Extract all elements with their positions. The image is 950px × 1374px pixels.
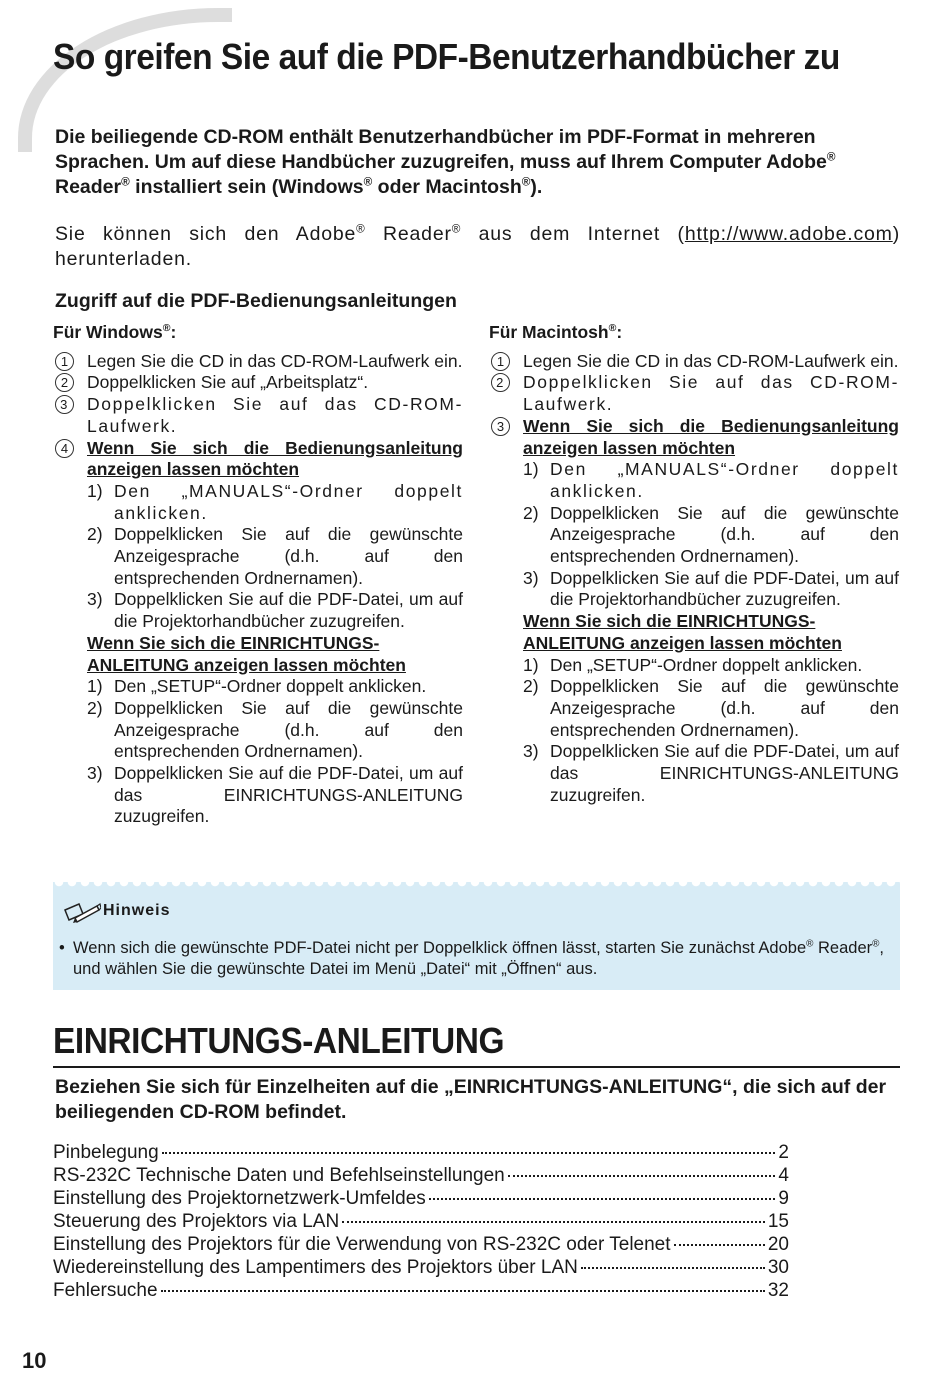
mac-manual-step-3: 3) Doppelklicken Sie auf die PDF-Datei, um auf die Projektorhandbücher zuzugreifen. — [523, 567, 899, 610]
toc-entry: Einstellung des Projektornetzwerk-Umfeldes 9 — [53, 1188, 789, 1209]
toc-entry: Wiedereinstellung des Lampentimers des Projektors über LAN 30 — [53, 1257, 789, 1278]
windows-step-3: 3 Doppelklicken Sie auf das CD-ROM-Laufwerk. — [53, 394, 463, 437]
page-number: 10 — [22, 1348, 47, 1373]
windows-heading: Für Windows®: — [53, 322, 177, 342]
windows-setup-heading: Wenn Sie sich die EINRICHTUNGS-ANLEITUNG anzeigen lassen möchten — [87, 632, 406, 675]
mac-column — [489, 322, 899, 806]
section-title: EINRICHTUNGS-ANLEITUNG — [53, 1020, 505, 1061]
toc-entry: Pinbelegung 2 — [53, 1142, 789, 1163]
section-rule — [53, 1066, 900, 1068]
toc-entry: Steuerung des Projektors via LAN 15 — [53, 1211, 789, 1232]
section-intro: Beziehen Sie sich für Einzelheiten auf die „EINRICHTUNGS-ANLEITUNG“, die sich auf der beiliegenden CD-ROM befindet. — [55, 1076, 887, 1123]
note-text: • Wenn sich die gewünschte PDF-Datei nicht per Doppelklick öffnen lässt, starten Sie zunächst Adobe® Reader®, und wählen Sie die gewünschte Datei im Menü „Datei“ mit „Öffnen“ aus. — [59, 938, 884, 978]
windows-step-1: 1 Legen Sie die CD in das CD-ROM-Laufwerk ein. — [53, 351, 463, 373]
pencil-note-icon — [61, 898, 101, 924]
toc-entry: Fehlersuche 32 — [53, 1280, 789, 1301]
windows-manual-step-1: 1) Den „MANUALS“-Ordner doppelt anklicken. — [87, 480, 463, 523]
mac-step-1: 1 Legen Sie die CD in das CD-ROM-Laufwerk ein. — [489, 351, 899, 373]
mac-step-2: 2 Doppelklicken Sie auf das CD-ROM-Laufwerk. — [489, 372, 899, 415]
windows-column — [53, 322, 463, 828]
table-of-contents — [53, 1142, 789, 1303]
mac-manual-step-2: 2) Doppelklicken Sie auf die gewünschte Anzeigesprache (d.h. auf den entsprechenden Ordnernamen). — [523, 502, 899, 567]
mac-setup-step-2: 2) Doppelklicken Sie auf die gewünschte Anzeigesprache (d.h. auf den entsprechenden Ordnernamen). — [523, 676, 899, 740]
windows-step-2: 2 Doppelklicken Sie auf „Arbeitsplatz“. — [53, 372, 463, 394]
mac-setup-step-3: 3) Doppelklicken Sie auf die PDF-Datei, um auf das EINRICHTUNGS-ANLEITUNG zuzugreifen. — [523, 741, 899, 805]
windows-manual-step-3: 3) Doppelklicken Sie auf die PDF-Datei, um auf die Projektorhandbücher zuzugreifen. — [87, 589, 463, 632]
sub-heading: Zugriff auf die PDF-Bedienungsanleitungen — [55, 290, 457, 312]
mac-heading: Für Macintosh®: — [489, 322, 623, 342]
mac-manual-step-1: 1) Den „MANUALS“-Ordner doppelt anklicken. — [523, 459, 899, 501]
adobe-link[interactable]: http://www.adobe.com — [684, 223, 893, 245]
windows-step-4: 4 Wenn Sie sich die Bedienungsanleitung anzeigen lassen möchten — [53, 438, 463, 481]
intro-text: Sie können sich den Adobe® Reader® aus dem Internet (http://www.adobe.com) herunterladen. — [55, 222, 901, 270]
toc-entry: Einstellung des Projektors für die Verwendung von RS-232C oder Telenet 20 — [53, 1234, 789, 1255]
windows-manual-step-2: 2) Doppelklicken Sie auf die gewünschte Anzeigesprache (d.h. auf den entsprechenden Ordnernamen). — [87, 524, 463, 588]
toc-entry: RS-232C Technische Daten und Befehlseinstellungen 4 — [53, 1165, 789, 1186]
mac-setup-step-1: 1) Den „SETUP“-Ordner doppelt anklicken. — [523, 654, 863, 675]
note-header — [61, 898, 170, 924]
windows-setup-step-2: 2) Doppelklicken Sie auf die gewünschte Anzeigesprache (d.h. auf den entsprechenden Ordnernamen). — [87, 697, 463, 762]
mac-step-3: 3 Wenn Sie sich die Bedienungsanleitung anzeigen lassen möchten — [489, 416, 899, 459]
note-scallop-edge — [53, 876, 900, 888]
note-box — [53, 882, 900, 990]
windows-setup-step-3: 3) Doppelklicken Sie auf die PDF-Datei, um auf das EINRICHTUNGS-ANLEITUNG zuzugreifen. — [87, 763, 463, 827]
intro-bold: Die beiliegende CD-ROM enthält Benutzerhandbücher im PDF-Format in mehreren Sprachen. Um auf diese Handbücher zuzugreifen, muss auf Ihrem Computer Adobe® Reader® installiert sein (Windows® oder Macintosh®). — [55, 126, 836, 198]
mac-setup-heading: Wenn Sie sich die EINRICHTUNGS-ANLEITUNG anzeigen lassen möchten — [523, 611, 842, 653]
windows-setup-step-1: 1) Den „SETUP“-Ordner doppelt anklicken. — [87, 676, 427, 697]
note-heading: Hinweis — [103, 902, 171, 919]
page-title: So greifen Sie auf die PDF-Benutzerhandbücher zu — [53, 36, 840, 77]
